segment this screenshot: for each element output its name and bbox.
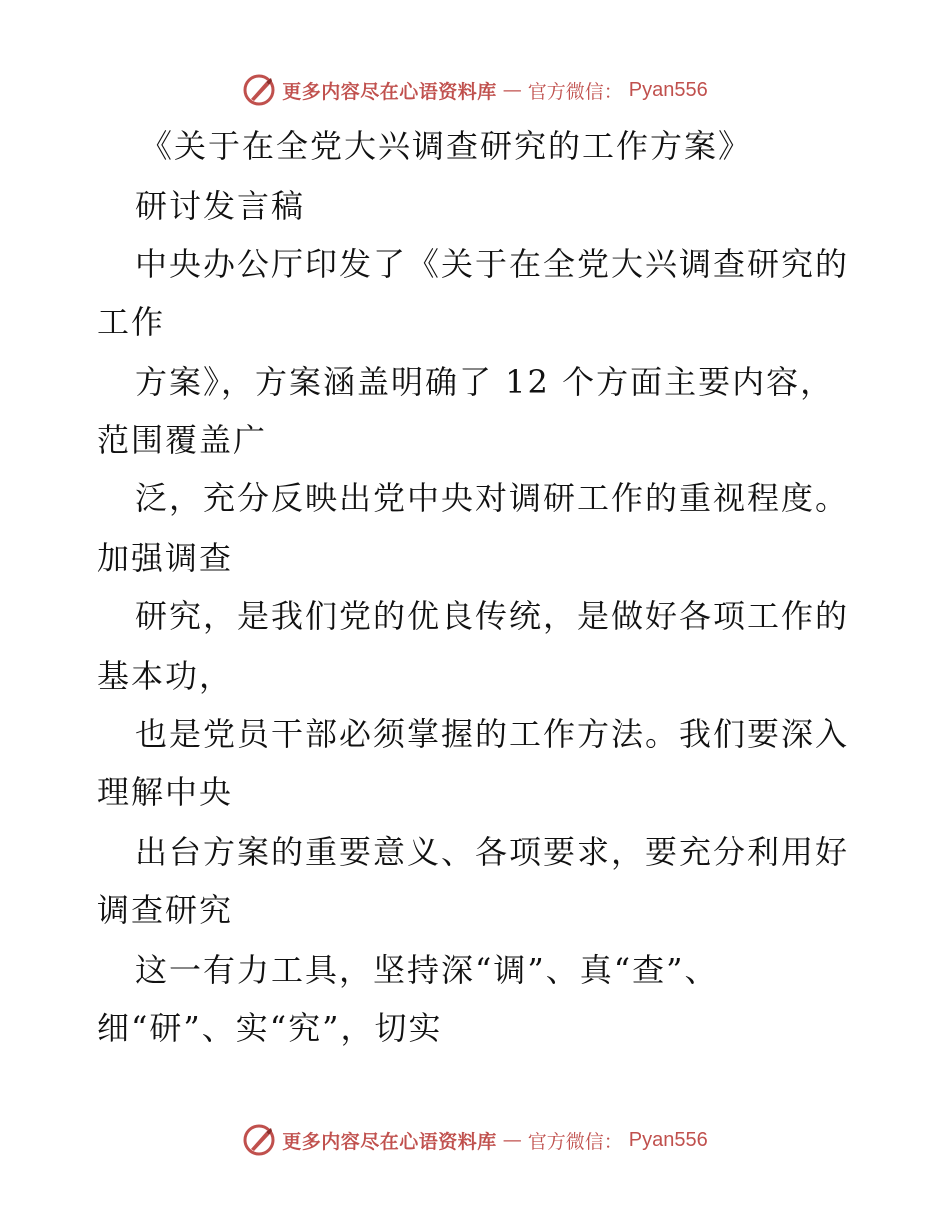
- doc-line: 《关于在全党大兴调查研究的工作方案》: [140, 127, 753, 165]
- banner-dash: —: [502, 79, 522, 101]
- doc-line: 这一有力工具，坚持深“调”、真“查”、: [135, 951, 719, 989]
- footer-banner: [0, 1122, 950, 1158]
- wechat-id: Pyan556: [628, 1128, 708, 1151]
- quill-logo-icon: [242, 73, 276, 107]
- doc-line: 理解中央: [97, 773, 234, 811]
- doc-line: 泛，充分反映出党中央对调研工作的重视程度。: [135, 479, 850, 517]
- quill-logo-icon: [242, 1123, 276, 1157]
- brand-text: 更多内容尽在心语资料库: [282, 80, 497, 103]
- wechat-id: Pyan556: [628, 78, 708, 101]
- doc-line: 调查研究: [97, 891, 234, 929]
- doc-line: 细“研”、实“究”，切实: [97, 1009, 443, 1047]
- doc-line: 中央办公厅印发了《关于在全党大兴调查研究的: [135, 245, 850, 283]
- doc-line: 加强调查: [97, 539, 234, 577]
- doc-line: 方案》，方案涵盖明确了 12 个方面主要内容，: [135, 363, 835, 401]
- doc-line: 研讨发言稿: [135, 187, 306, 225]
- brand-text: 更多内容尽在心语资料库: [282, 1130, 497, 1153]
- doc-line: 出台方案的重要意义、各项要求，要充分利用好: [135, 833, 850, 871]
- header-banner: [0, 72, 950, 108]
- doc-line: 基本功，: [97, 657, 234, 695]
- doc-line: 范围覆盖广: [97, 421, 268, 459]
- doc-line: 研究，是我们党的优良传统，是做好各项工作的: [135, 597, 850, 635]
- wechat-label: 官方微信：: [527, 1130, 623, 1153]
- doc-line: 工作: [97, 303, 166, 341]
- wechat-label: 官方微信：: [527, 80, 623, 103]
- doc-line: 也是党员干部必须掌握的工作方法。我们要深入: [135, 715, 850, 753]
- banner-dash: —: [502, 1129, 522, 1151]
